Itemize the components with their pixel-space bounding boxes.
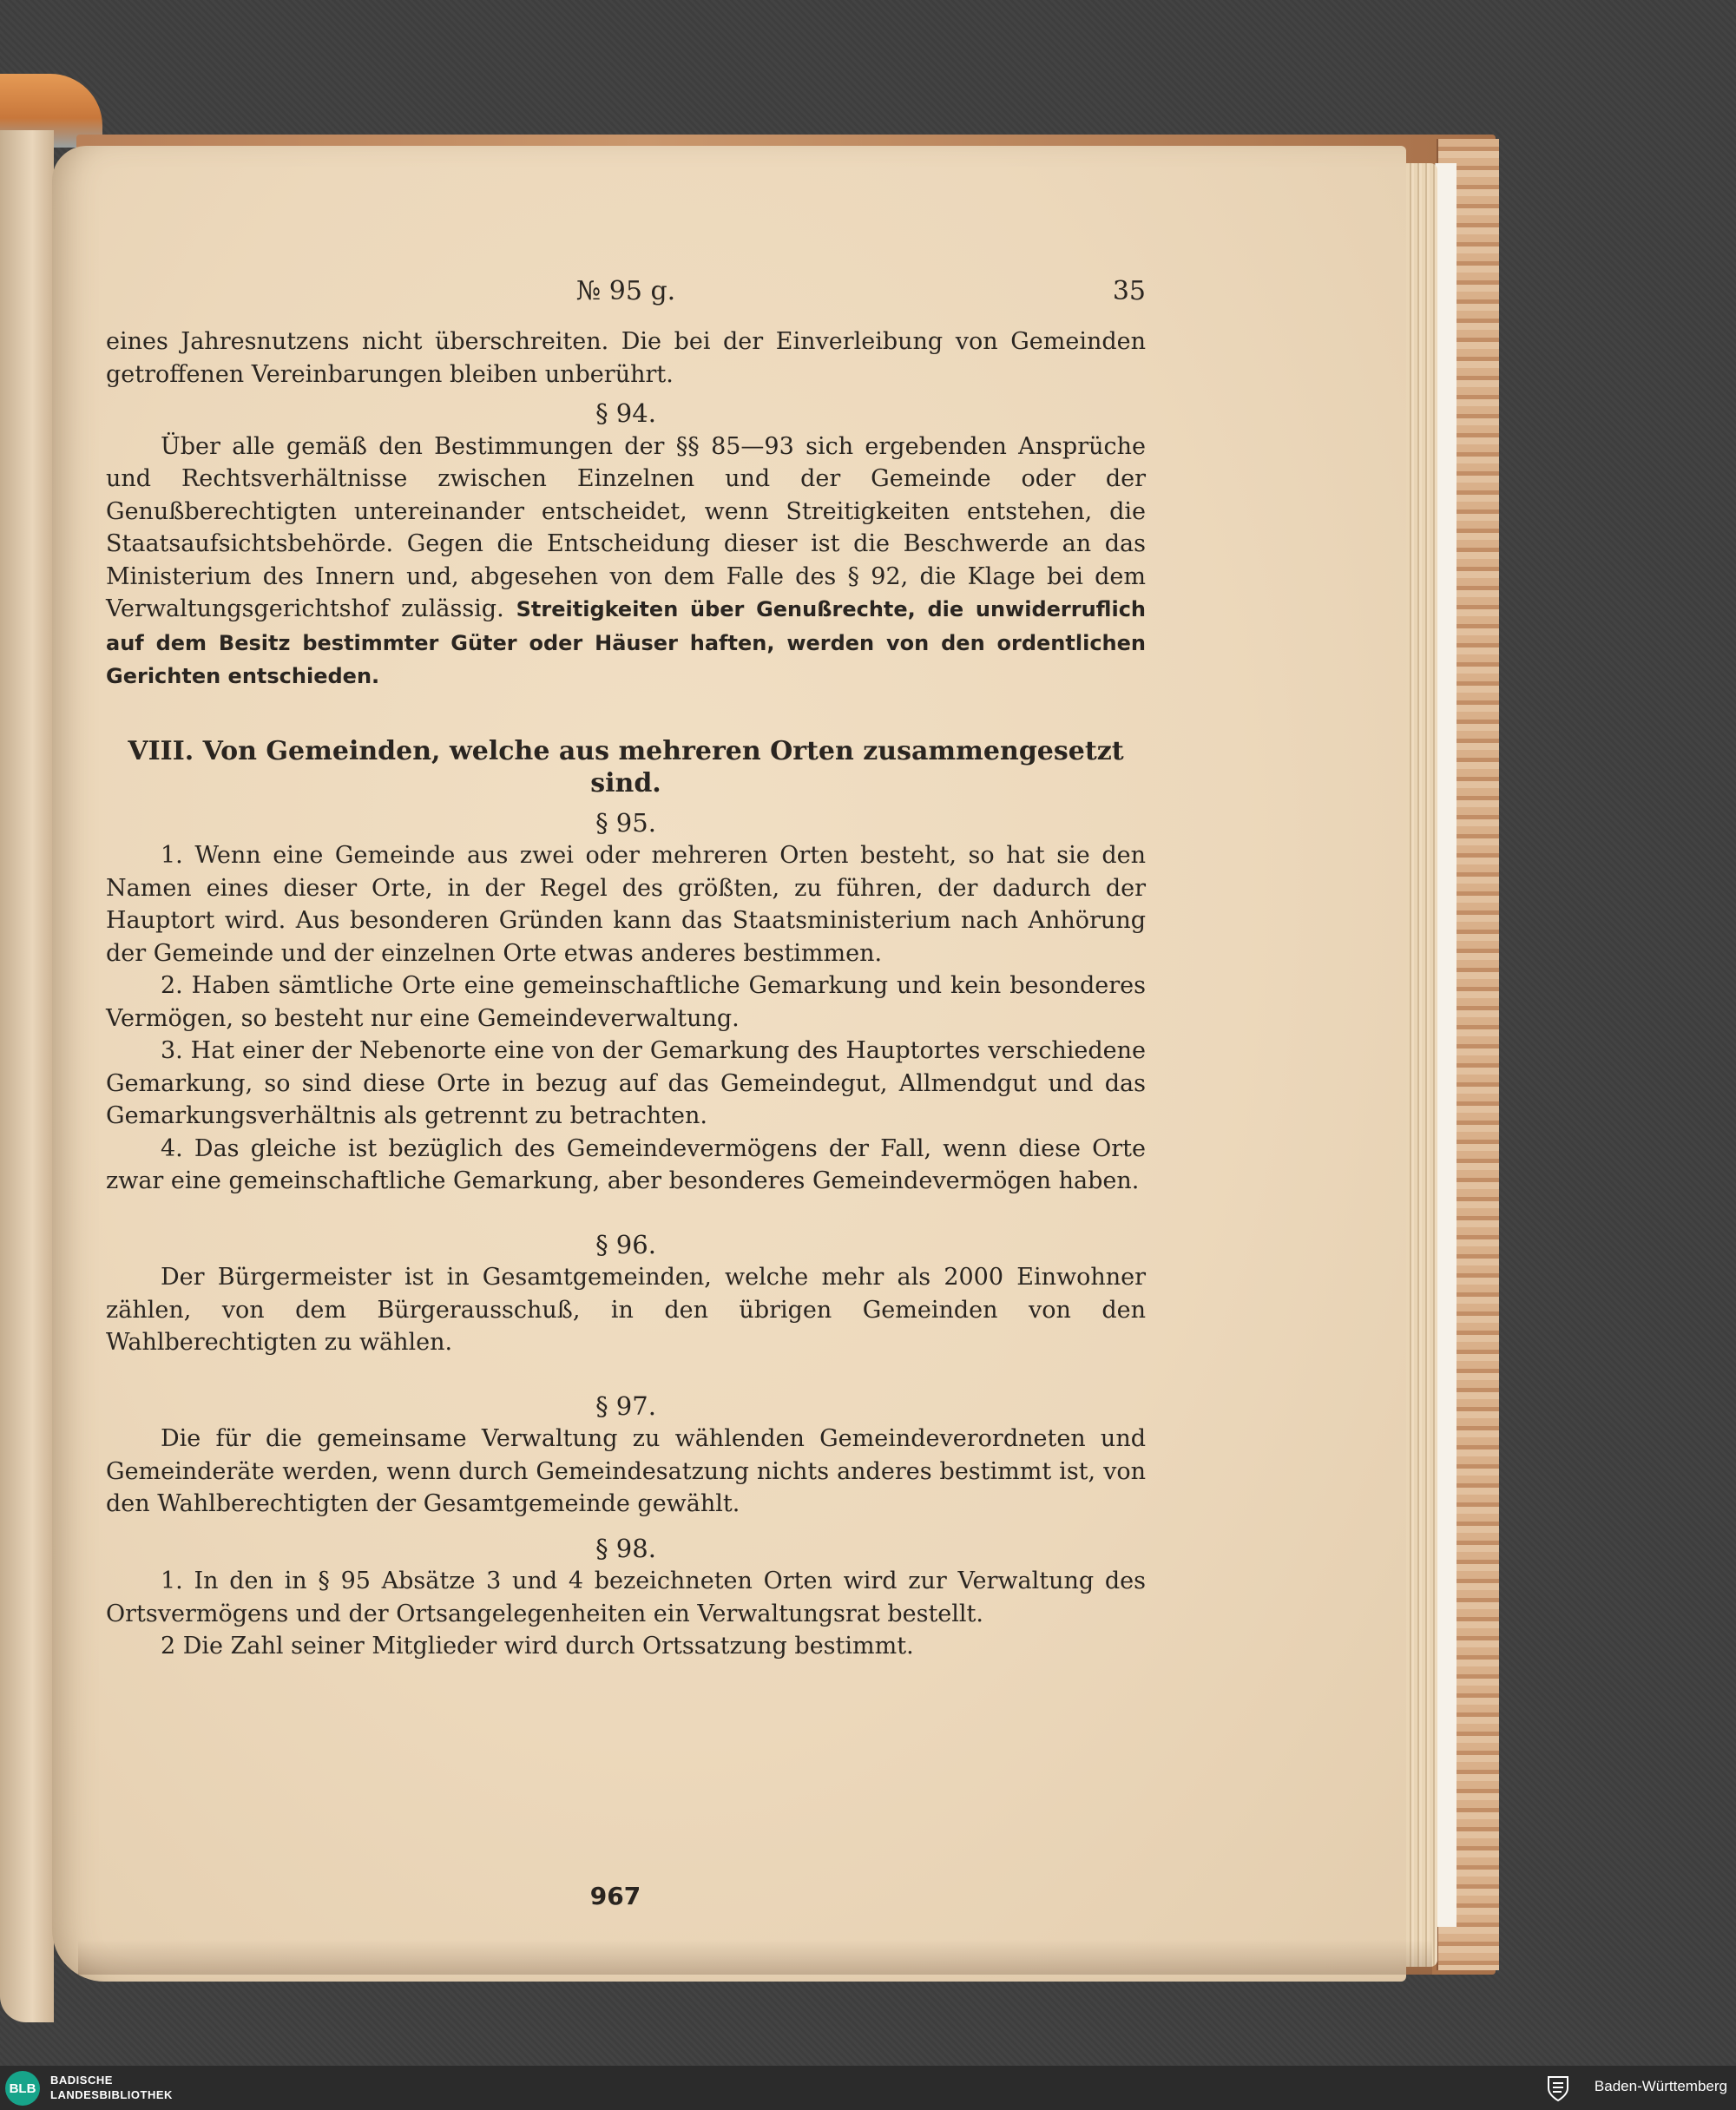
section-viii-heading: VIII. Von Gemeinden, welche aus mehreren Orten zusammengesetzt sind. <box>128 735 1124 799</box>
coat-of-arms-icon <box>1545 2074 1571 2102</box>
document-number: № 95 g. <box>575 276 676 306</box>
cover-white-strip <box>1435 163 1457 1927</box>
section-95-title: § 95. <box>595 807 656 838</box>
page-header <box>106 276 1146 311</box>
section-97-title: § 97. <box>595 1390 656 1421</box>
section-95-item-4: 4. Das gleiche ist bezüglich des Gemeindevermögens der Fall, wenn diese Orte zwar eine gemeinschaftliche Gemarkung, aber besonderes Gemeindevermögen haben. <box>106 1134 1146 1194</box>
left-page-edge <box>0 130 54 2022</box>
library-name-line2: LANDESBIBLIOTHEK <box>50 2088 173 2101</box>
section-98-item-1: 1. In den in § 95 Absätze 3 und 4 bezeichneten Orten wird zur Verwaltung des Ortsvermögens und der Ortsangelegenheiten ein Verwaltungsrat bestellt. <box>106 1568 1146 1627</box>
section-94-text <box>106 431 1146 693</box>
blb-logo-icon[interactable]: BLB <box>5 2071 40 2106</box>
section-94-body: Über alle gemäß den Bestimmungen der §§ 85—93 sich ergebenden Ansprüche und Rechtsverhältnisse zwischen Einzelnen und der Gemeinde oder der Genußberechtigten untereinander entscheidet, wenn Streitigkeiten entstehen, die Staatsaufsichtsbehörde. Gegen die Entscheidung dieser ist die Beschwerde an das Ministerium des Innern und, abgesehen von dem Falle des § 92, die Klage bei dem Verwaltungsgerichtshof zulässig. <box>106 432 1146 622</box>
intro-paragraph: eines Jahresnutzens nicht überschreiten. Die bei der Einverleibung von Gemeinden getroffenen Vereinbarungen bleiben unberührt. <box>106 328 1146 388</box>
section-94-title: § 94. <box>595 398 656 428</box>
section-94-bold: Streitigkeiten über Genußrechte, die unwiderruflich auf dem Besitz bestimmter Güter oder Häuser haften, werden von den ordentlichen Gerichten entschieden. <box>106 597 1147 688</box>
section-96-text: Der Bürgermeister ist in Gesamtgemeinden, welche mehr als 2000 Einwohner zählen, von dem Bürgerausschuß, in den übrigen Gemeinden von den Wahlberechtigten zu wählen. <box>106 1264 1146 1356</box>
page-shadow <box>78 1940 1432 1975</box>
viewer-bottom-bar <box>0 2066 1736 2110</box>
section-95-item-3: 3. Hat einer der Nebenorte eine von der Gemarkung des Hauptortes verschiedene Gemarkung, so sind diese Orte in bezug auf das Gemeindegut, Allmendgut und das Gemarkungsverhältnis als getrennt zu betrachten. <box>106 1037 1146 1129</box>
section-97-text: Die für die gemeinsame Verwaltung zu wählenden Gemeindeverordneten und Gemeinderäte werden, wenn durch Gemeindesatzung nichts anderes bestimmt ist, von den Wahlberechtigten der Gesamtgemeinde gewählt. <box>106 1425 1146 1517</box>
section-98-item-2: 2 Die Zahl seiner Mitglieder wird durch Ortssatzung bestimmt. <box>161 1633 914 1660</box>
library-name[interactable] <box>50 2073 173 2102</box>
section-96-title: § 96. <box>595 1229 656 1259</box>
page-number: 35 <box>1112 276 1146 306</box>
section-95-item-2: 2. Haben sämtliche Orte eine gemeinschaftliche Gemarkung und kein besonderes Vermögen, so besteht nur eine Gemeindeverwaltung. <box>106 972 1146 1032</box>
page-text <box>106 325 1146 1663</box>
section-95-item-1: 1. Wenn eine Gemeinde aus zwei oder mehreren Orten besteht, so hat sie den Namen eines dieser Orte, in der Regel des größten, zu führen, der dadurch der Hauptort wird. Aus besonderen Gründen kann das Staatsministerium nach Anhörung der Gemeinde und der einzelnen Orte etwas anderes bestimmen. <box>106 842 1146 967</box>
library-name-line1: BADISCHE <box>50 2074 113 2087</box>
section-98-title: § 98. <box>595 1533 656 1563</box>
footer-page-number: 967 <box>589 1882 641 1910</box>
state-label[interactable]: Baden-Württemberg <box>1594 2078 1727 2094</box>
